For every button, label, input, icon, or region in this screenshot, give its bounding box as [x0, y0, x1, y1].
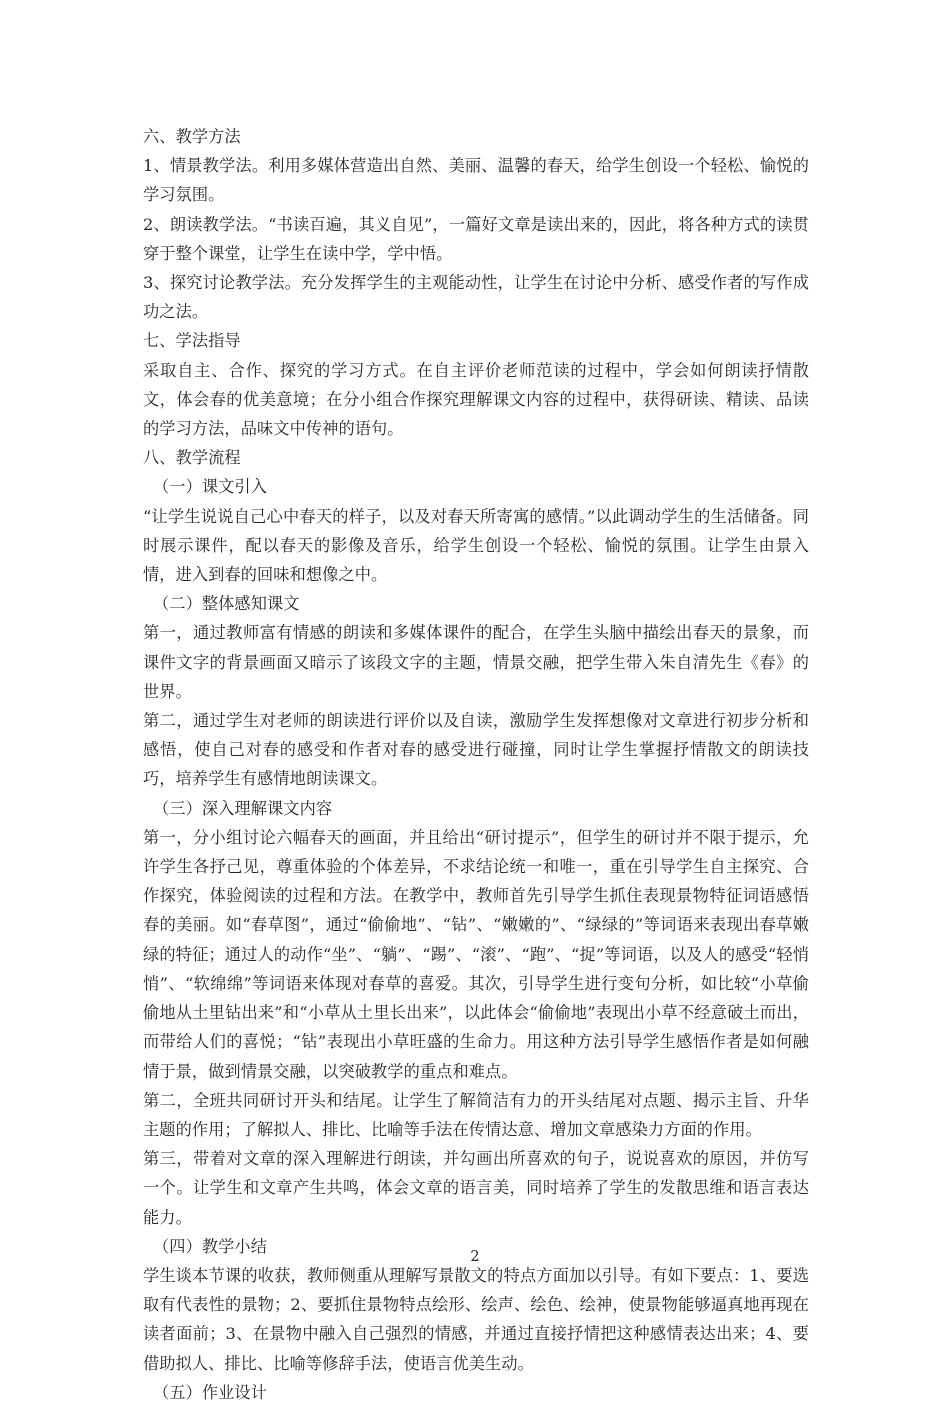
- paragraph: 第三，带着对文章的深入理解进行朗读，并勾画出所喜欢的句子，说说喜欢的原因，并仿写一个。让学生和文章产生共鸣，体会文章的语言美，同时培养了学生的发散思维和语言表达能力。: [143, 1149, 809, 1227]
- paragraph: 六、教学方法: [143, 127, 241, 146]
- paragraph: （三）深入理解课文内容: [153, 798, 333, 818]
- paragraph: （二）整体感知课文: [153, 594, 300, 614]
- paragraph: 第一，分小组讨论六幅春天的画面，并且给出“研讨提示”，但学生的研讨并不限于提示，允许学生各抒己见，尊重体验的个体差异，不求结论统一和唯一，重在引导学生自主探究、合作探究，体验阅读的过程和方法。在教学中，教师首先引导学生抓住表现景物特征词语感悟春的美丽。如“春草图”，通过“偷偷地”、“钻”、“嫩嫩的”、“绿绿的”等词语来表现出春草嫩绿的特征；通过人的动作“坐”、“躺”、“踢”、“滚”、“跑”、“捉”等词语，以及人的感受“轻悄悄”、“软绵绵”等词语来体现对春草的喜爱。其次，引导学生进行变句分析，如比较“小草偷偷地从土里钻出来”和“小草从土里长出来”，以此体会“偷偷地”表现出小草不经意破土而出，而带给人们的喜悦；“钻”表现出小草旺盛的生命力。用这种方法引导学生感悟作者是如何融情于景，做到情景交融，以突破教学的重点和难点。: [143, 827, 809, 1081]
- paragraph: 1、情景教学法。利用多媒体营造出自然、美丽、温馨的春天，给学生创设一个轻松、愉悦的学习氛围。: [143, 156, 809, 205]
- page-number: 2: [470, 1249, 480, 1265]
- paragraph: 第二，全班共同研讨开头和结尾。让学生了解简洁有力的开头结尾对点题、揭示主旨、升华主题的作用；了解拟人、排比、比喻等手法在传情达意、增加文章感染力方面的作用。: [143, 1090, 809, 1139]
- paragraph: （五）作业设计: [153, 1382, 268, 1402]
- paragraph: “让学生说说自己心中春天的样子，以及对春天所寄寓的感情。”以此调动学生的生活储备。同时展示课件，配以春天的影像及音乐，给学生创设一个轻松、愉悦的氛围。让学生由景入情，进入到春的回味和想像之中。: [143, 506, 809, 585]
- document-text-body: [143, 122, 809, 1407]
- paragraph: 2、朗读教学法。“书读百遍，其义自见”，一篇好文章是读出来的，因此，将各种方式的读贯穿于整个课堂，让学生在读中学，学中悟。: [143, 214, 809, 263]
- paragraph: （四）教学小结: [153, 1236, 268, 1256]
- paragraph: 学生谈本节课的收获，教师侧重从理解写景散文的特点方面加以引导。有如下要点：1、要选取有代表性的景物；2、要抓住景物特点绘形、绘声、绘色、绘神，使景物能够逼真地再现在读者面前；3、在景物中融入自己强烈的情感，并通过直接抒情把这种感情表达出来；4、要借助拟人、排比、比喻等修辞手法，使语言优美生动。: [143, 1265, 809, 1373]
- paragraph: 3、探究讨论教学法。充分发挥学生的主观能动性，让学生在讨论中分析、感受作者的写作成功之法。: [143, 273, 809, 322]
- paragraph: 八、教学流程: [143, 448, 241, 468]
- paragraph: （一）课文引入: [153, 477, 268, 497]
- paragraph: 采取自主、合作、探究的学习方式。在自主评价老师范读的过程中，学会如何朗读抒情散文，体会春的优美意境；在分小组合作探究理解课文内容的过程中，获得研读、精读、品读的学习方法，品味文中传神的语句。: [143, 360, 809, 439]
- paragraph: 第二，通过学生对老师的朗读进行评价以及自读，激励学生发挥想像对文章进行初步分析和感悟，使自己对春的感受和作者对春的感受进行碰撞，同时让学生掌握抒情散文的朗读技巧，培养学生有感情地朗读课文。: [143, 711, 809, 789]
- paragraph: 第一，通过教师富有情感的朗读和多媒体课件的配合，在学生头脑中描绘出春天的景象，而课件文字的背景画面又暗示了该段文字的主题，情景交融，把学生带入朱自清先生《春》的世界。: [143, 623, 809, 701]
- paragraph: 七、学法指导: [143, 331, 241, 351]
